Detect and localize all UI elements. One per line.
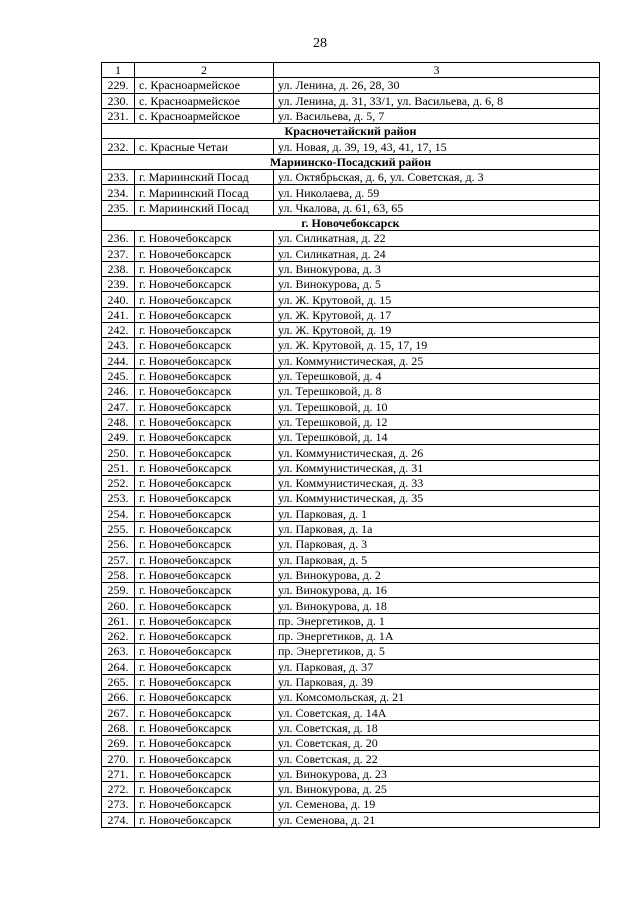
row-place: г. Новочебоксарск xyxy=(135,460,274,475)
row-place: г. Новочебоксарск xyxy=(135,292,274,307)
column-header-3: 3 xyxy=(274,63,600,78)
row-place: с. Красноармейское xyxy=(135,93,274,108)
row-place: г. Новочебоксарск xyxy=(135,384,274,399)
row-place: г. Новочебоксарск xyxy=(135,674,274,689)
table-row xyxy=(102,108,600,123)
row-number: 241. xyxy=(102,307,135,322)
row-place: г. Новочебоксарск xyxy=(135,277,274,292)
table-row xyxy=(102,705,600,720)
row-address: ул. Васильева, д. 5, 7 xyxy=(274,108,600,123)
row-place: г. Новочебоксарск xyxy=(135,476,274,491)
table-row xyxy=(102,613,600,628)
row-place: г. Новочебоксарск xyxy=(135,736,274,751)
section-header-row xyxy=(102,154,600,169)
row-address: ул. Коммунистическая, д. 25 xyxy=(274,353,600,368)
row-number: 265. xyxy=(102,674,135,689)
row-number: 248. xyxy=(102,414,135,429)
row-address: ул. Винокурова, д. 16 xyxy=(274,583,600,598)
row-address: ул. Терешковой, д. 4 xyxy=(274,368,600,383)
row-address: ул. Ж. Крутовой, д. 15, 17, 19 xyxy=(274,338,600,353)
row-address: ул. Советская, д. 22 xyxy=(274,751,600,766)
table-row xyxy=(102,384,600,399)
table-row xyxy=(102,307,600,322)
row-number: 258. xyxy=(102,567,135,582)
row-place: с. Красные Четаи xyxy=(135,139,274,154)
row-number: 242. xyxy=(102,323,135,338)
row-number: 230. xyxy=(102,93,135,108)
row-number: 244. xyxy=(102,353,135,368)
row-address: ул. Парковая, д. 37 xyxy=(274,659,600,674)
row-address: ул. Парковая, д. 1 xyxy=(274,506,600,521)
row-number: 267. xyxy=(102,705,135,720)
row-number: 246. xyxy=(102,384,135,399)
row-place: г. Мариинский Посад xyxy=(135,185,274,200)
row-address: ул. Винокурова, д. 2 xyxy=(274,567,600,582)
row-address: ул. Семенова, д. 19 xyxy=(274,797,600,812)
row-number: 253. xyxy=(102,491,135,506)
row-address: ул. Винокурова, д. 25 xyxy=(274,781,600,796)
table-row xyxy=(102,246,600,261)
table-row xyxy=(102,598,600,613)
row-place: г. Новочебоксарск xyxy=(135,323,274,338)
table-row xyxy=(102,736,600,751)
row-address: ул. Винокурова, д. 5 xyxy=(274,277,600,292)
row-address: пр. Энергетиков, д. 5 xyxy=(274,644,600,659)
section-title: Мариинско-Посадский район xyxy=(102,154,600,169)
row-number: 255. xyxy=(102,521,135,536)
row-number: 257. xyxy=(102,552,135,567)
section-title: г. Новочебоксарск xyxy=(102,215,600,230)
row-place: г. Новочебоксарск xyxy=(135,659,274,674)
row-place: г. Новочебоксарск xyxy=(135,552,274,567)
row-address: ул. Силикатная, д. 22 xyxy=(274,231,600,246)
table-row xyxy=(102,506,600,521)
row-number: 234. xyxy=(102,185,135,200)
table-row xyxy=(102,414,600,429)
row-address: ул. Винокурова, д. 23 xyxy=(274,766,600,781)
row-address: ул. Коммунистическая, д. 31 xyxy=(274,460,600,475)
row-address: ул. Ж. Крутовой, д. 17 xyxy=(274,307,600,322)
row-number: 235. xyxy=(102,200,135,215)
row-number: 245. xyxy=(102,368,135,383)
row-place: с. Красноармейское xyxy=(135,108,274,123)
row-number: 260. xyxy=(102,598,135,613)
table-row xyxy=(102,399,600,414)
table-row xyxy=(102,491,600,506)
row-number: 274. xyxy=(102,812,135,827)
row-place: г. Новочебоксарск xyxy=(135,399,274,414)
row-place: г. Новочебоксарск xyxy=(135,628,274,643)
row-number: 240. xyxy=(102,292,135,307)
table-row xyxy=(102,659,600,674)
row-place: г. Новочебоксарск xyxy=(135,261,274,276)
row-number: 252. xyxy=(102,476,135,491)
table-row xyxy=(102,537,600,552)
row-place: г. Новочебоксарск xyxy=(135,491,274,506)
row-number: 263. xyxy=(102,644,135,659)
row-number: 231. xyxy=(102,108,135,123)
row-place: г. Новочебоксарск xyxy=(135,506,274,521)
row-place: с. Красноармейское xyxy=(135,78,274,93)
row-number: 270. xyxy=(102,751,135,766)
table-row xyxy=(102,552,600,567)
row-address: ул. Ленина, д. 26, 28, 30 xyxy=(274,78,600,93)
row-address: ул. Коммунистическая, д. 26 xyxy=(274,445,600,460)
row-place: г. Новочебоксарск xyxy=(135,445,274,460)
row-address: ул. Чкалова, д. 61, 63, 65 xyxy=(274,200,600,215)
row-place: г. Новочебоксарск xyxy=(135,231,274,246)
row-number: 266. xyxy=(102,690,135,705)
row-number: 247. xyxy=(102,399,135,414)
row-place: г. Новочебоксарск xyxy=(135,583,274,598)
row-address: ул. Комсомольская, д. 21 xyxy=(274,690,600,705)
row-address: ул. Парковая, д. 39 xyxy=(274,674,600,689)
row-address: ул. Николаева, д. 59 xyxy=(274,185,600,200)
row-number: 261. xyxy=(102,613,135,628)
row-number: 273. xyxy=(102,797,135,812)
row-address: ул. Винокурова, д. 3 xyxy=(274,261,600,276)
table-row xyxy=(102,231,600,246)
row-address: ул. Парковая, д. 3 xyxy=(274,537,600,552)
row-place: г. Новочебоксарск xyxy=(135,338,274,353)
row-number: 249. xyxy=(102,430,135,445)
table-row xyxy=(102,277,600,292)
row-number: 254. xyxy=(102,506,135,521)
table-row xyxy=(102,797,600,812)
row-place: г. Новочебоксарск xyxy=(135,353,274,368)
row-address: ул. Семенова, д. 21 xyxy=(274,812,600,827)
row-number: 256. xyxy=(102,537,135,552)
table-row xyxy=(102,567,600,582)
row-place: г. Новочебоксарск xyxy=(135,812,274,827)
row-number: 264. xyxy=(102,659,135,674)
table-row xyxy=(102,812,600,827)
row-place: г. Новочебоксарск xyxy=(135,307,274,322)
row-address: ул. Коммунистическая, д. 35 xyxy=(274,491,600,506)
row-number: 251. xyxy=(102,460,135,475)
table-row xyxy=(102,690,600,705)
table-row xyxy=(102,460,600,475)
table-row xyxy=(102,720,600,735)
table-row xyxy=(102,430,600,445)
row-number: 271. xyxy=(102,766,135,781)
row-address: ул. Винокурова, д. 18 xyxy=(274,598,600,613)
row-number: 250. xyxy=(102,445,135,460)
section-title: Красночетайский район xyxy=(102,124,600,139)
row-number: 236. xyxy=(102,231,135,246)
table-row xyxy=(102,476,600,491)
row-place: г. Новочебоксарск xyxy=(135,690,274,705)
row-address: ул. Терешковой, д. 14 xyxy=(274,430,600,445)
row-place: г. Новочебоксарск xyxy=(135,414,274,429)
row-address: ул. Силикатная, д. 24 xyxy=(274,246,600,261)
table-row xyxy=(102,644,600,659)
row-number: 243. xyxy=(102,338,135,353)
table-header-row xyxy=(102,63,600,78)
row-number: 233. xyxy=(102,170,135,185)
table-row xyxy=(102,292,600,307)
table-row xyxy=(102,353,600,368)
row-address: ул. Советская, д. 14А xyxy=(274,705,600,720)
row-place: г. Новочебоксарск xyxy=(135,797,274,812)
row-place: г. Новочебоксарск xyxy=(135,781,274,796)
table-row xyxy=(102,323,600,338)
table-row xyxy=(102,139,600,154)
row-number: 229. xyxy=(102,78,135,93)
row-address: ул. Парковая, д. 1а xyxy=(274,521,600,536)
row-place: г. Мариинский Посад xyxy=(135,170,274,185)
table-row xyxy=(102,583,600,598)
row-number: 272. xyxy=(102,781,135,796)
row-address: ул. Октябрьская, д. 6, ул. Советская, д. 3 xyxy=(274,170,600,185)
row-number: 232. xyxy=(102,139,135,154)
address-table-body xyxy=(102,63,600,828)
table-row xyxy=(102,766,600,781)
table-row xyxy=(102,674,600,689)
row-address: ул. Ленина, д. 31, 33/1, ул. Васильева, д. 6, 8 xyxy=(274,93,600,108)
row-place: г. Новочебоксарск xyxy=(135,751,274,766)
table-row xyxy=(102,93,600,108)
row-number: 237. xyxy=(102,246,135,261)
table-row xyxy=(102,200,600,215)
row-number: 259. xyxy=(102,583,135,598)
table-row xyxy=(102,170,600,185)
row-number: 262. xyxy=(102,628,135,643)
section-header-row xyxy=(102,215,600,230)
row-place: г. Новочебоксарск xyxy=(135,720,274,735)
page-number: 28 xyxy=(313,36,327,51)
table-row xyxy=(102,628,600,643)
row-address: ул. Парковая, д. 5 xyxy=(274,552,600,567)
section-header-row xyxy=(102,124,600,139)
row-number: 268. xyxy=(102,720,135,735)
row-address: ул. Ж. Крутовой, д. 15 xyxy=(274,292,600,307)
table-row xyxy=(102,368,600,383)
table-row xyxy=(102,521,600,536)
row-place: г. Новочебоксарск xyxy=(135,246,274,261)
row-address: ул. Терешковой, д. 10 xyxy=(274,399,600,414)
row-address: ул. Терешковой, д. 12 xyxy=(274,414,600,429)
table-row xyxy=(102,751,600,766)
row-address: пр. Энергетиков, д. 1А xyxy=(274,628,600,643)
row-address: ул. Советская, д. 18 xyxy=(274,720,600,735)
table-row xyxy=(102,261,600,276)
row-address: ул. Коммунистическая, д. 33 xyxy=(274,476,600,491)
row-address: ул. Советская, д. 20 xyxy=(274,736,600,751)
table-row xyxy=(102,445,600,460)
row-number: 238. xyxy=(102,261,135,276)
row-address: ул. Новая, д. 39, 19, 43, 41, 17, 15 xyxy=(274,139,600,154)
table-row xyxy=(102,185,600,200)
table-row xyxy=(102,781,600,796)
row-place: г. Новочебоксарск xyxy=(135,705,274,720)
row-number: 239. xyxy=(102,277,135,292)
row-address: ул. Терешковой, д. 8 xyxy=(274,384,600,399)
table-row xyxy=(102,78,600,93)
row-place: г. Новочебоксарск xyxy=(135,766,274,781)
row-place: г. Новочебоксарск xyxy=(135,567,274,582)
row-place: г. Мариинский Посад xyxy=(135,200,274,215)
row-address: пр. Энергетиков, д. 1 xyxy=(274,613,600,628)
address-table xyxy=(101,62,600,828)
table-row xyxy=(102,338,600,353)
row-place: г. Новочебоксарск xyxy=(135,613,274,628)
row-place: г. Новочебоксарск xyxy=(135,430,274,445)
row-place: г. Новочебоксарск xyxy=(135,521,274,536)
row-place: г. Новочебоксарск xyxy=(135,368,274,383)
column-header-1: 1 xyxy=(102,63,135,78)
column-header-2: 2 xyxy=(135,63,274,78)
row-place: г. Новочебоксарск xyxy=(135,598,274,613)
row-number: 269. xyxy=(102,736,135,751)
row-address: ул. Ж. Крутовой, д. 19 xyxy=(274,323,600,338)
row-place: г. Новочебоксарск xyxy=(135,644,274,659)
row-place: г. Новочебоксарск xyxy=(135,537,274,552)
